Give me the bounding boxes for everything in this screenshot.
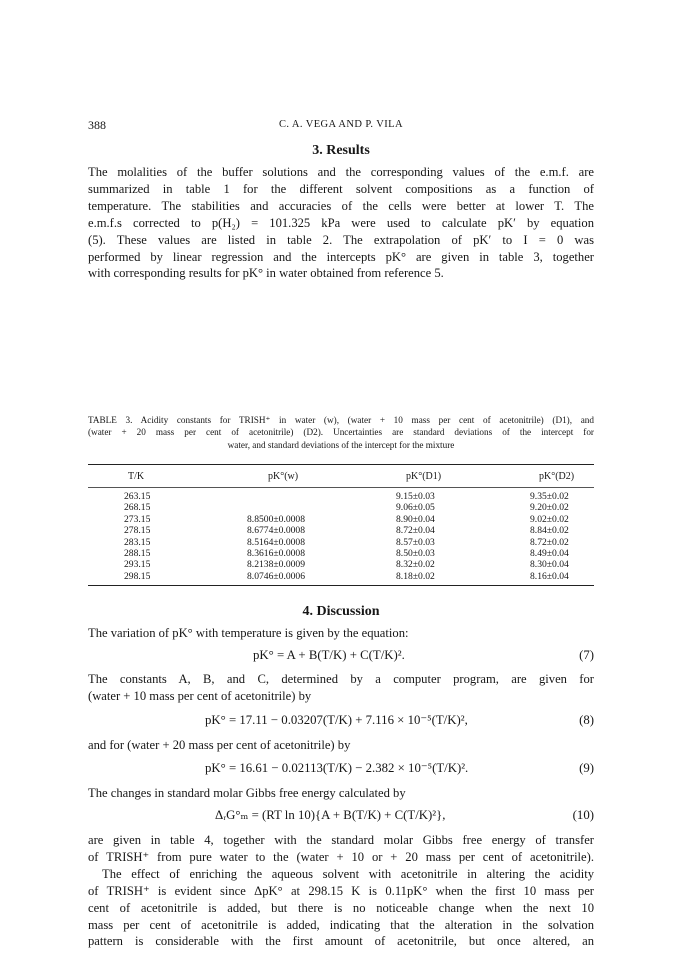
table-cell: 8.49±0.04: [530, 547, 569, 559]
and-for-text: and for (water + 20 mass per cent of acetonitrile) by: [88, 738, 351, 752]
equation-number: (8): [579, 713, 594, 727]
table-cell: 8.50±0.03: [396, 547, 435, 559]
final-line: mass per cent of acetonitrile is added, indicating that the alteration in the solvation: [88, 917, 594, 932]
results-line: e.m.f.s corrected to p(H₂) = 101.325 kPa were used to calculate pK′ by equation: [88, 215, 594, 230]
final-line: The effect of enriching the aqueous solvent with acetonitrile in altering the acidity: [102, 866, 594, 881]
table-cell: 8.16±0.04: [530, 570, 569, 582]
column-temperature: [124, 491, 150, 582]
equation-9: [88, 761, 594, 779]
results-paragraph: [88, 164, 594, 282]
table-cell: 278.15: [124, 525, 151, 537]
table-cell: 8.72±0.04: [396, 525, 435, 537]
table-header-cell: pK°(D1): [406, 471, 442, 482]
table-header-cell: pK°(D2): [539, 471, 575, 482]
constants-line: The constants A, B, and C, determined by a computer program, are given for: [88, 672, 594, 686]
table-cell: 273.15: [124, 513, 151, 525]
equation-number: (7): [579, 648, 594, 662]
table-caption: [88, 414, 594, 451]
table-cell: 9.15±0.03: [396, 491, 435, 502]
results-line: temperature. The stabilities and accuracies of the cells were better at lower T. The: [88, 198, 594, 213]
table-cell: 8.30±0.04: [530, 559, 569, 571]
table-header-rule: [88, 487, 594, 488]
equation-expression: pK° = 16.61 − 0.02113(T/K) − 2.382 × 10⁻⁵(T/K)².: [205, 761, 469, 775]
page-header: [88, 118, 594, 134]
results-line: with corresponding results for pK° in water obtained from reference 5.: [88, 266, 444, 281]
section-heading-discussion: 4. Discussion: [302, 604, 380, 619]
section-heading-results: 3. Results: [312, 143, 370, 158]
table-cell: 8.3616±0.0008: [247, 547, 306, 559]
caption-line: (water + 20 mass per cent of acetonitrile) (D2). Uncertainties are standard deviations of the intercept for: [88, 427, 594, 438]
table-cell: 9.35±0.02: [530, 491, 569, 502]
table-cell: 8.72±0.02: [530, 536, 569, 548]
table-cell: [247, 491, 305, 502]
table-cell: 8.2138±0.0009: [247, 559, 306, 571]
equation-expression: pK° = A + B(T/K) + C(T/K)².: [253, 648, 405, 662]
table-cell: 268.15: [124, 502, 151, 514]
final-line: of TRISH⁺ from pure water to the (water + 10 or + 20 mass per cent of acetonitrile).: [88, 849, 594, 864]
column-pk-water: [247, 491, 305, 582]
caption-line: TABLE 3. Acidity constants for TRISH⁺ in water (w), (water + 10 mass per cent of acetonitrile) (D1), and: [88, 415, 594, 425]
table-cell: 263.15: [124, 491, 151, 502]
table-cell: 9.20±0.02: [530, 502, 569, 514]
table-cell: 298.15: [124, 570, 151, 582]
equation-expression: ΔᵣG°ₘ = (RT ln 10){A + B(T/K) + C(T/K)²},: [215, 808, 446, 822]
constants-line: (water + 10 mass per cent of acetonitrile) by: [88, 688, 312, 703]
table-cell: 8.90±0.04: [396, 513, 435, 525]
table-cell: 8.8500±0.0008: [247, 513, 306, 525]
equation-number: (9): [579, 761, 594, 775]
caption-line: water, and standard deviations of the intercept for the mixture: [227, 439, 455, 450]
table-cell: 293.15: [124, 559, 151, 571]
final-paragraph: [88, 832, 594, 950]
results-line: The molalities of the buffer solutions and the corresponding values of the e.m.f. are: [88, 165, 594, 179]
table-header-cell: T/K: [128, 471, 145, 482]
table-cell: [247, 502, 305, 513]
results-line: performed by linear regression and the intercepts pK° are given in table 3, together: [88, 249, 594, 264]
results-line: (5). These values are listed in table 2. The extrapolation of pK′ to I = 0 was: [88, 232, 594, 247]
equation-expression: pK° = 17.11 − 0.03207(T/K) + 7.116 × 10⁻⁵(T/K)²,: [205, 713, 468, 727]
gibbs-intro: The changes in standard molar Gibbs free energy calculated by: [88, 786, 406, 800]
table-cell: 8.0746±0.0006: [247, 570, 306, 582]
table-cell: 8.6774±0.0008: [247, 525, 306, 537]
table-cell: 283.15: [124, 536, 151, 548]
table-cell: 8.5164±0.0008: [247, 536, 306, 548]
equation-8: [88, 713, 594, 731]
table-bottom-rule: [88, 585, 594, 586]
running-head: C. A. VEGA AND P. VILA: [279, 119, 403, 130]
table-cell: 9.02±0.02: [530, 513, 569, 525]
table-header-cell: pK°(w): [268, 471, 299, 482]
table-cell: 8.32±0.02: [396, 559, 435, 571]
table-cell: 288.15: [124, 547, 151, 559]
table-cell: 8.84±0.02: [530, 525, 569, 537]
final-line: of TRISH⁺ is evident since ΔpK° at 298.15 K is 0.11pK° when the first 10 mass per: [88, 883, 594, 898]
table-cell: 8.57±0.03: [396, 536, 435, 548]
equation-7: [88, 648, 594, 666]
constants-paragraph: [88, 671, 594, 705]
results-line: summarized in table 1 for the different solvent compositions as a function of: [88, 181, 594, 196]
page-number: 388: [88, 118, 106, 132]
column-pk-d2: [530, 491, 569, 582]
column-pk-d1: [396, 491, 435, 582]
equation-10: [88, 808, 594, 826]
final-line: pattern is considerable with the first amount of acetonitrile, but once altered, an: [88, 934, 594, 949]
table-cell: 8.18±0.02: [396, 570, 435, 582]
table-top-rule: [88, 464, 594, 465]
table-cell: 9.06±0.05: [396, 502, 435, 514]
discussion-intro: The variation of pK° with temperature is given by the equation:: [88, 626, 409, 640]
final-line: are given in table 4, together with the standard molar Gibbs free energy of transfer: [88, 833, 594, 847]
equation-number: (10): [572, 808, 594, 822]
final-line: cent of acetonitrile is added, but there is no noticeable change when the next 10: [88, 900, 594, 915]
